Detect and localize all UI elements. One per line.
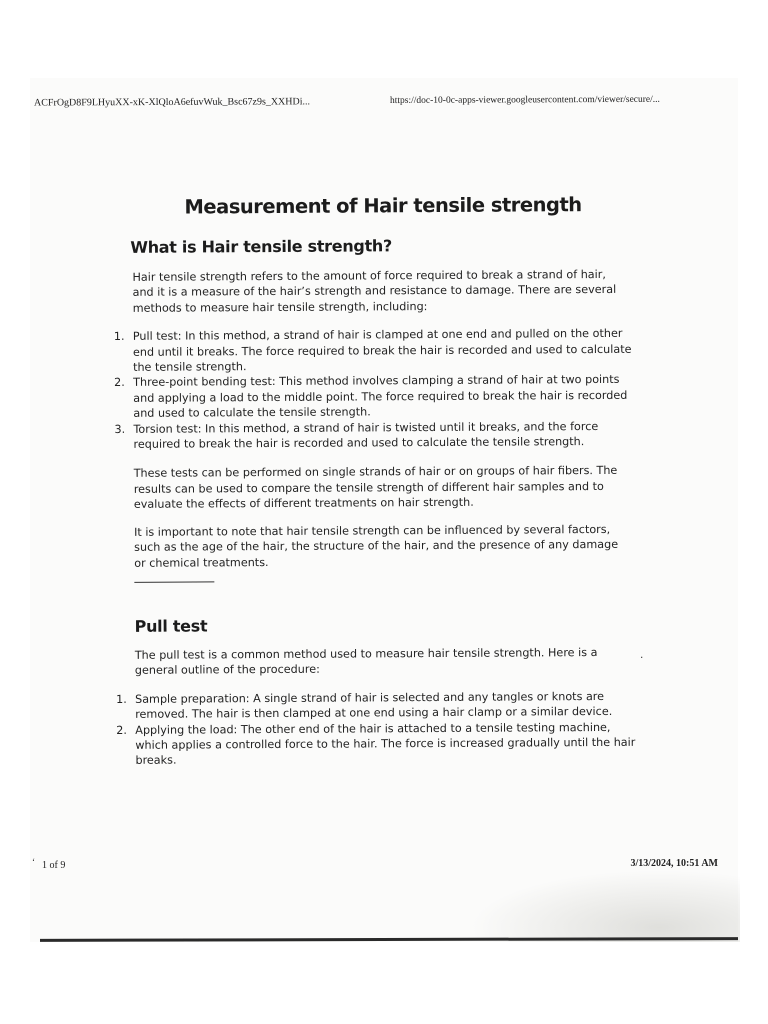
list-item-text: Sample preparation: A single strand of hair is selected and any tangles or knots are removed. The hair is then clamped at one end using a hair clamp or a similar device. bbox=[135, 689, 613, 721]
list-number: 1. bbox=[113, 330, 125, 344]
page-number: 1 of 9 bbox=[42, 860, 66, 871]
list-item bbox=[109, 418, 633, 452]
list-number: 3. bbox=[114, 422, 126, 436]
scan-smudge bbox=[470, 870, 740, 942]
print-timestamp: 3/13/2024, 10:51 AM bbox=[630, 858, 718, 869]
section-divider bbox=[134, 581, 214, 582]
scan-mark: ‘ bbox=[32, 857, 35, 867]
list-item bbox=[109, 326, 633, 375]
list-item-text: Applying the load: The other end of the hair is attached to a tensile testing machine, which applies a controlled force to the hair. The force is increased gradually until the hair breaks. bbox=[135, 720, 636, 768]
procedure-list bbox=[111, 689, 636, 769]
list-item-text: Torsion test: In this method, a strand of hair is twisted until it breaks, and the force required to break the hair is recorded and used to calculate the tensile strength. bbox=[133, 419, 599, 451]
section-heading-what-is: What is Hair tensile strength? bbox=[130, 236, 393, 257]
tests-paragraph: These tests can be performed on single strands of hair or on groups of hair fibers. The results can be used to compare the tensile strength of different hair samples and to evaluate the effects of different treatments on hair strength. bbox=[133, 464, 618, 512]
stray-mark: . bbox=[640, 647, 644, 661]
intro-paragraph: Hair tensile strength refers to the amount of force required to break a strand of hair, and it is a measure of the hair’s strength and resistance to damage. There are several methods to measure hair tensile strength, including: bbox=[132, 267, 617, 315]
section-heading-pull-test: Pull test bbox=[134, 616, 208, 636]
document-id: ACFrOgD8F9LHyuXX-xK-XlQloA6efuvWuk_Bsc67z9s_XXHDi... bbox=[34, 96, 311, 109]
list-item-text: Three-point bending test: This method involves clamping a strand of hair at two points and applying a load to the middle point. The force required to break the hair is recorded and used to calculate the tensile strength. bbox=[133, 373, 628, 421]
important-note-paragraph: It is important to note that hair tensile strength can be influenced by several factors, such as the age of the hair, the structure of the hair, and the presence of any damage or chemical treatments. bbox=[134, 522, 619, 570]
methods-list bbox=[109, 326, 630, 452]
document-title: Measurement of Hair tensile strength bbox=[184, 193, 582, 219]
pull-test-intro: The pull test is a common method used to measure hair tensile strength. Here is a general outline of the procedure: bbox=[134, 645, 598, 678]
list-number: 2. bbox=[114, 376, 125, 390]
list-item bbox=[109, 372, 633, 421]
list-item bbox=[111, 689, 635, 723]
list-number: 2. bbox=[116, 723, 127, 737]
document-url: https://doc-10-0c-apps-viewer.googleusercontent.com/viewer/secure/... bbox=[389, 94, 660, 106]
list-item-text: Pull test: In this method, a strand of hair is clamped at one end and pulled on the other end until it breaks. The force required to break the hair is recorded and used to calculate the tensile strength. bbox=[132, 327, 632, 374]
list-item bbox=[111, 719, 635, 768]
document-body bbox=[108, 193, 636, 769]
list-number: 1. bbox=[116, 692, 127, 706]
